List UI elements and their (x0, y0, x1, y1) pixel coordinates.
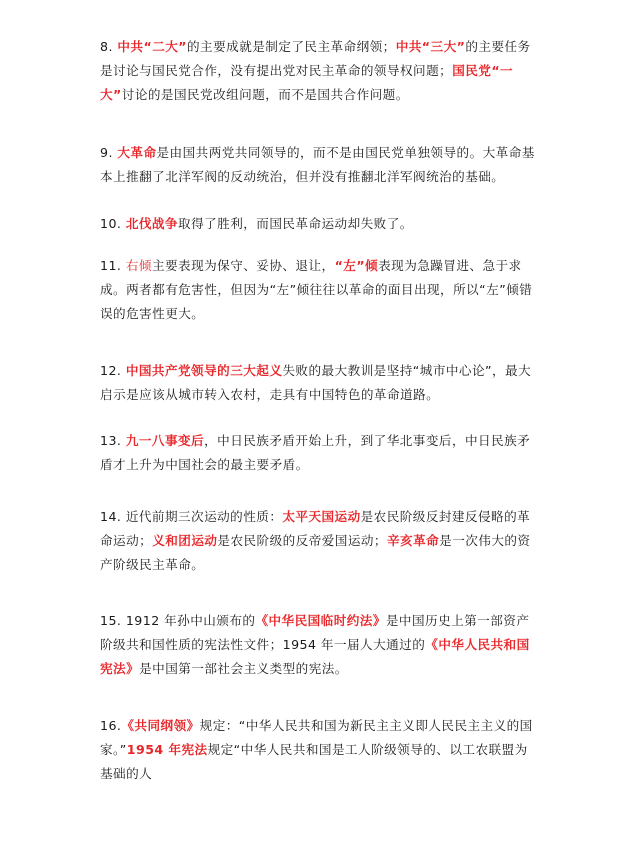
point-15 (100, 609, 540, 681)
point-12 (100, 359, 540, 407)
key-term: 中共“三大” (395, 39, 466, 54)
key-term: 右倾 (125, 258, 152, 273)
point-14 (100, 505, 540, 577)
key-term: 义和团运动 (152, 533, 218, 548)
body-text: 9. (100, 145, 118, 160)
point-16 (100, 714, 540, 786)
body-text: 11. (100, 258, 126, 273)
body-text: 是由国共两党共同领导的，而不是由国民党单独领导的。大革命基本上推翻了北洋军阀的反动统治，但并没有推翻北洋军阀统治的基础。 (100, 145, 535, 184)
body-text: 讨论的是国民党改组问题，而不是国共合作问题。 (121, 87, 409, 102)
key-term: 大革命 (117, 145, 157, 160)
body-text: 的主要成就是制定了民主革命纲领； (187, 39, 396, 54)
body-text: 主要表现为保守、妥协、退让， (151, 258, 335, 273)
body-text: 12. (100, 363, 126, 378)
body-text: 15. 1912 年孙中山颁布的 (100, 613, 256, 628)
body-text: 的主要任务是讨论与国民党合作，没有提出党对民主革命的领导权问题； (100, 39, 531, 78)
body-text: 13. (100, 433, 126, 448)
point-10 (100, 212, 540, 236)
body-text: 是中国第一部社会主义类型的宪法。 (139, 661, 348, 676)
key-term: 辛亥革命 (386, 533, 440, 548)
body-text: 16. (100, 718, 122, 733)
body-text: 10. (100, 216, 126, 231)
point-13 (100, 429, 540, 477)
point-11 (100, 254, 540, 326)
body-text: 取得了胜利，而国民革命运动却失败了。 (178, 216, 413, 231)
key-term: 中共“二大” (117, 39, 188, 54)
body-text: 是中国历史上第一部资产阶级共和国性质的宪法性文件；1954 年一届人大通过的 (100, 613, 530, 652)
point-9 (100, 141, 540, 189)
body-text: 是农民阶级反封建反侵略的革命运动； (100, 509, 531, 548)
body-text: 是一次伟大的资产阶级民主革命。 (100, 533, 531, 572)
key-term: 九一八事变后 (125, 433, 205, 448)
body-text: 失败的最大教训是坚持“城市中心论”，最大启示是应该从城市转入农村，走具有中国特色的革命道路。 (100, 363, 532, 402)
body-text: ，中日民族矛盾开始上升，到了华北事变后，中日民族矛盾才上升为中国社会的最主要矛盾。 (100, 433, 531, 472)
key-term: 《中华人民共和国宪法》 (100, 637, 530, 676)
key-term: 中国共产党领导的三大起义 (125, 363, 283, 378)
body-text: 规定“中华人民共和国是工人阶级领导的、以工农联盟为基础的人 (100, 742, 528, 781)
key-term: 1954 年宪法 (126, 742, 208, 757)
body-text: 8. (100, 39, 118, 54)
body-text: 表现为急躁冒进、急于求成。两者都有危害性，但因为“左”倾往往以革命的面目出现，所以“左”倾错误的危害性更大。 (100, 258, 533, 321)
key-term: 北伐战争 (125, 216, 179, 231)
body-text: 规定：“中华人民共和国为新民主主义即人民民主主义的国家。” (100, 718, 533, 757)
body-text: 是农民阶级的反帝爱国运动； (217, 533, 387, 548)
point-8 (100, 35, 540, 107)
body-text: 14. 近代前期三次运动的性质： (100, 509, 283, 524)
key-term: 《中华民国临时约法》 (255, 613, 386, 628)
key-term: 《共同纲领》 (121, 718, 200, 733)
key-term: “左”倾 (334, 258, 379, 273)
key-term: 太平天国运动 (282, 509, 361, 524)
key-term: 国民党“一大” (100, 63, 514, 102)
